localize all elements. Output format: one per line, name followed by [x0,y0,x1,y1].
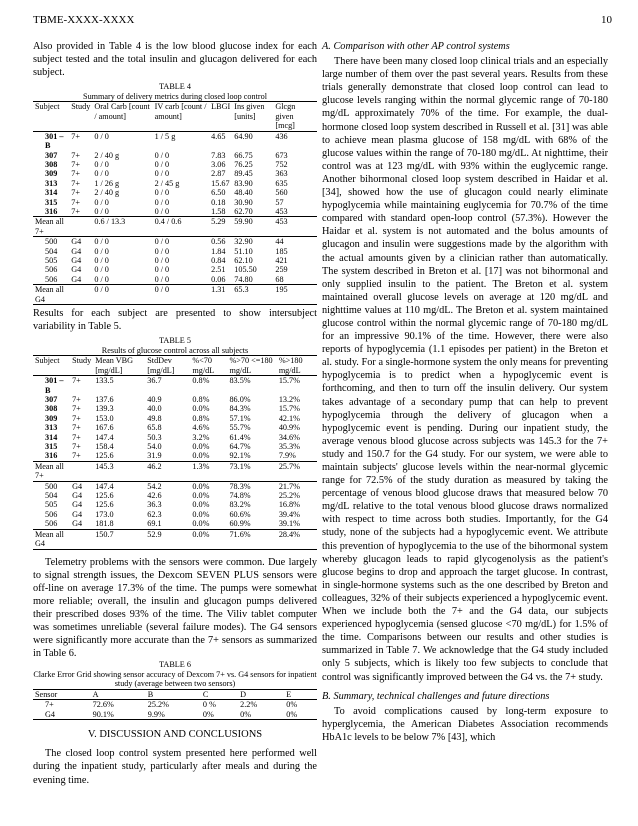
table-cell: 76.25 [234,159,253,169]
table-cell: G4 [33,710,91,720]
table-cell: 1.84 [211,246,226,256]
table-row [33,510,317,519]
table-cell: 7+ [71,178,80,188]
table-cell: 55.7% [229,423,251,433]
table-row [33,442,317,451]
table-cell: 0.4 / 0.6 [153,217,210,237]
table-row [33,247,317,256]
table-row [33,376,317,395]
table-cell: 92.1% [229,451,251,461]
table-cell: 0 / 0 [154,159,170,169]
table-cell: 7+ [71,206,80,216]
table-cell: 421 [275,255,288,265]
table-cell: 147.4 [95,432,114,442]
table-cell: 0.84 [211,255,226,265]
table-cell: G4 [72,491,83,501]
table-cell: 0 / 0 [94,197,109,207]
table-cell [69,285,92,305]
table-cell: 42.1% [278,413,300,423]
table-cell: 125.6 [95,491,114,501]
table-cell: 44 [273,237,317,247]
table-cell: 0% [201,710,238,720]
table-cell: 1 / 5 g [154,131,176,141]
table4-title: Summary of delivery metrics during closed loop control [83,91,267,101]
mean-row [33,285,317,305]
table-cell: 84.3% [229,404,251,414]
table-cell: 0 / 0 [92,285,152,305]
table-cell: G4 [71,246,82,256]
table-cell: Mean all 7+ [33,217,69,237]
table6-label: TABLE 6 [159,660,191,670]
table-cell: 65.8 [147,423,162,433]
table-cell: 309 [45,169,58,179]
table-cell: 25.2% [147,700,169,710]
header-row [33,690,317,700]
table-cell: 54.2 [145,481,190,491]
table-cell: 500 [33,481,70,491]
table-cell: 25.7% [277,461,317,481]
column-header: Ins given [units] [232,102,273,131]
subsection-heading-summary: B. Summary, technical challenges and future directions [322,690,550,702]
table-cell: 7+ [72,413,81,423]
table-row [33,256,317,265]
table-cell: 39.4% [278,509,300,519]
column-header: Oral Carb [count / amount] [92,102,152,131]
column-header: B [146,690,201,700]
table-cell: 57.1% [229,413,251,423]
table-cell: 0 / 0 [154,274,170,284]
mean-row [33,529,317,549]
paragraph-discussion: The closed loop control system presented here performed well during the inpatient study, particularly after meals and during the evening time. [33,748,317,786]
table-cell: 1.3% [190,461,227,481]
table-cell: 16.8% [278,500,300,510]
column-header: LBGI [209,102,232,131]
column-header: Mean VBG [mg/dL] [93,356,145,376]
subsection-heading-comparison: A. Comparison with other AP control systems [322,41,510,52]
table-cell: 89.45 [234,169,253,179]
table-cell: 0.0% [192,491,210,501]
table-cell: 78.3% [227,481,276,491]
table-cell: 83.2% [229,500,251,510]
header-row [33,356,317,376]
table-cell: G4 [71,255,82,265]
table-cell: 0.56 [209,237,232,247]
table-cell: G4 [70,481,93,491]
table-row [33,423,317,432]
table-cell [70,529,93,549]
table-cell: 133.5 [95,376,114,386]
table-cell: 15.67 [211,178,230,188]
table-cell: 158.4 [95,442,114,452]
table-cell: 40.9% [278,423,300,433]
table-row [33,433,317,442]
table-row [33,207,317,217]
table-cell: 0% [286,700,298,710]
table-cell: 34.6% [278,432,300,442]
table-row [33,481,317,491]
table-cell: 42.6 [147,491,162,501]
table-cell: 315 [45,197,58,207]
table-row [33,198,317,207]
table-row [33,700,317,710]
column-header: %<70 mg/dL [190,356,227,376]
table-cell: 7+ [72,376,81,386]
table-cell: 25.2% [278,491,300,501]
table-cell: 72.6% [92,700,114,710]
section-heading-discussion: V. DISCUSSION AND CONCLUSIONS [87,729,263,741]
table-cell: 68 [275,274,284,284]
table-cell: 7+ [71,131,80,141]
table-cell: 73.1% [227,461,276,481]
table-cell: 453 [275,206,288,216]
table-cell: 49.8 [147,413,162,423]
table-cell: 0 / 0 [154,206,170,216]
table-cell: 65.3 [232,285,273,305]
table-cell: 185 [275,246,288,256]
table-cell: 62.10 [234,255,253,265]
table-cell: 0 / 0 [154,150,170,160]
table-row [33,404,317,413]
table-cell: 64.90 [234,131,253,141]
table-cell: 7+ [72,451,81,461]
table-cell: 2.51 [211,265,226,275]
table-cell: 125.6 [95,500,114,510]
table-row [33,131,317,150]
table5-title: Results of glucose control across all subjects [101,345,249,355]
table-cell: 150.7 [93,529,145,549]
table-cell: Mean all G4 [33,529,70,549]
header-row [33,102,317,131]
table-cell: 0.06 [211,274,226,284]
table-cell: 32.90 [232,237,273,247]
table-cell: 139.3 [95,404,114,414]
table-row [33,188,317,197]
table-cell: 0 / 0 [154,255,170,265]
table-cell: 0 / 0 [94,131,109,141]
table-cell: 60.6% [229,509,251,519]
table-cell: 0 / 0 [153,237,210,247]
table4-label: TABLE 4 [159,82,191,92]
table-cell: 259 [275,265,288,275]
table-cell: 3.06 [211,159,226,169]
table-cell: 7.83 [211,150,226,160]
table-cell: 752 [275,159,288,169]
table-cell: 315 [45,442,58,452]
table-cell: 1.58 [211,206,226,216]
left-column [33,40,317,787]
table-cell: 5.29 [209,217,232,237]
table-cell: G4 [72,509,83,519]
table-cell: 4.65 [211,131,226,141]
table-cell: 105.50 [234,265,257,275]
table-cell: 2 / 40 g [94,150,120,160]
table-cell: 39.1% [278,519,300,529]
table-row [33,151,317,160]
table-cell: 0.0% [192,519,210,529]
table-cell: 316 [45,451,58,461]
column-header: Subject [33,356,70,376]
paragraph-comparison: There have been many closed loop clinical trials and an especially large number of them over the past several years. Results from these trials generally demonstrate that closed loop control can lead to glucose levels ranging within the normal glycemic range of 70-180 mg/dL approximately 70% of the time. For example, the dual-hormone closed loop system described in Russell et al. [31] was able to achieve mean plasma glucose of 158 mg/dL with 68% of the glucose values within the range of 70-180 mg/dL. At nighttime, their control was at 123 mg/dL with 93% within the euglycemic range. Another bihormonal closed loop system described in Haidar et al. [34], showed how the use of glucagon could nearly eliminate hypoglycemia while maintaining euglycemia for 70.7% of the time compared with standard open-loop control (57.3%). However the Haidar et al. system is not automated and the bolus amounts of glucagon and insulin were suggestions made by the algorithm with the actual amounts given by a clinician rather than automatically. The system described in Breton et al. [17] was not bihormonal and only supplied insulin to the patient. The Breton et al. system maintained overall glucose levels on average at 120 mg/dL and nighttime values at 110 mg/dL. The Breton et al. system maintained glucose control within the normal glycemic range of 70-180 mg/dL for an impressive 90.1% of the time. However, there were also reports of hypoglycemia (1.1 episodes per patient) in the Breton et al. study. For a single-hormone system the only means for preventing hypoglycemia is to predict when a hypoglycemic event is forthcoming, and then to turn off the insulin delivery. Our system takes advantage of a secondary pump that can help to prevent hypoglycemia through the delivery of glucagon when a hypoglycemic event is pending. During our inpatient study, the average venous blood glucose across subjects was 145.3 for the 7+ study and 150.7 for the G4 study. For our system, we were able to maintain subjects' glucose levels within the near-normal glycemic range for 72.5% of the study duration as measured by taking the percentage of venous blood glucose draws that measured below 70 mg/dL relative to the total venous blood glucose draws normalized with respect to time across both studies. Importantly, for the G4 study, none of the subjects had a hypoglycemic event. We attribute this prevention of hypoglycemia to the use of the bihormonal system whereby glucagon leads to rapid glycogenolysis as the patient's glucose begins to drop and approach the target glucose. In contrast, in single-hormone systems such as the one described by Breton and colleagues, 32% of their subjects experienced a hypoglycemic event. When we include both the 7+ and the G4 data, our subjects experienced hypoglycemia (sensed glucose <70 mg/dL) for 1.5% of the time. Comparisons between our results and other studies is summarized in Table 7. We acknowledge that the G4 study included only 5 subjects, which is likely too few subjects to conclude that control was significantly improved between the G4 vs. the 7+ study. [322,56,608,683]
table-cell: 0 / 0 [94,206,109,216]
table-row [33,414,317,423]
table-cell [70,461,93,481]
table-row [33,395,317,404]
table-cell: 137.6 [95,395,114,404]
table-cell: 0 / 0 [94,246,109,256]
table-cell: 4.6% [192,423,210,433]
mean-row [33,461,317,481]
table-cell: 2 / 45 g [154,178,180,188]
table-cell: 62.3 [147,509,162,519]
table-cell [69,217,92,237]
table-cell: 504 [45,491,58,501]
table-cell: 0% [284,710,317,720]
table-cell: 0.0% [190,481,227,491]
table-cell: 0 / 0 [154,169,170,179]
column-header: %>180 mg/dL [277,356,317,376]
table-cell: 2.87 [211,169,226,179]
table-cell: 313 [45,178,58,188]
table-cell: Mean all G4 [33,285,69,305]
table-cell: 506 [45,265,58,275]
table-cell: G4 [72,500,83,510]
table6-title: Clarke Error Grid showing sensor accuracy of Dexcom 7+ vs. G4 sensors for inpatient study (average between two sensors) [33,669,317,689]
table-cell: 3.2% [192,432,210,442]
table-cell: 35.3% [278,442,300,452]
table-cell: 308 [45,404,58,414]
table-cell: G4 [69,237,92,247]
table-cell: 0 / 0 [154,265,170,275]
table-row [33,491,317,500]
table-cell: 0.0% [192,509,210,519]
table-cell: 0.6 / 13.3 [92,217,152,237]
column-header: Subject [33,102,69,131]
column-header: Glcgn given [mcg] [273,102,317,131]
table-cell: 145.3 [93,461,145,481]
table-cell: 0% [238,710,284,720]
table-cell: 500 [33,237,69,247]
table-cell: 635 [275,178,288,188]
column-header: E [284,690,317,700]
table-cell: 83.5% [229,376,251,386]
paragraph-table5-intro: Results for each subject are presented to show intersubject variability in Table 5. [33,308,317,333]
table-row [33,500,317,509]
table-cell: 48.40 [234,188,253,198]
mean-row [33,217,317,237]
table5 [33,355,317,549]
table-row [33,275,317,285]
table-cell: 506 [45,519,58,529]
table6 [33,689,317,720]
table-cell: 7+ [72,423,81,433]
paragraph-table4-intro: Also provided in Table 4 is the low blood glucose index for each subject tested and the total insulin and glucagon delivered for each subject. [33,41,317,79]
table-cell: 46.2 [145,461,190,481]
table-cell: 40.0 [147,404,162,414]
table-cell: 307 [45,395,58,404]
table-cell: 57 [275,197,284,207]
table-cell: 153.0 [95,413,114,423]
table-cell: 0 / 0 [94,159,109,169]
table-cell: 64.7% [229,442,251,452]
table-cell: G4 [71,274,82,284]
table-cell: 54.0 [147,442,162,452]
table-cell: 61.4% [229,432,251,442]
table-cell: 167.6 [95,423,114,433]
table-cell: 0 / 0 [154,246,170,256]
table-cell: 7+ [72,442,81,452]
table-cell: 125.6 [95,451,114,461]
table-cell: G4 [72,519,83,529]
table-cell: 314 [45,188,58,198]
table-cell: 71.6% [227,529,276,549]
table-cell: 83.90 [234,178,253,188]
table-cell: 6.50 [211,188,226,198]
column-header: Sensor [33,690,91,700]
table-cell: 7+ [72,404,81,414]
table-cell: 7+ [71,150,80,160]
table-cell: 0.8% [192,395,210,404]
table-cell: 74.80 [234,274,253,284]
table-row [33,451,317,461]
page-number: 10 [601,14,612,26]
table-cell: 181.8 [95,519,114,529]
table-cell: 505 [45,255,58,265]
table-cell: 50.3 [147,432,162,442]
table-cell: 36.7 [147,376,162,386]
table-cell: 36.3 [147,500,162,510]
table-cell: 0.8% [192,413,210,423]
column-header: D [238,690,284,700]
table-cell: 314 [45,432,58,442]
table-cell: 52.9 [145,529,190,549]
table-cell: 301 – B [45,376,64,395]
table-cell: Mean all 7+ [33,461,70,481]
table-cell: 7+ [72,395,81,404]
table-cell: 147.4 [93,481,145,491]
table-cell: G4 [71,265,82,275]
table-cell: 316 [45,206,58,216]
table-cell: 673 [275,150,288,160]
paragraph-telemetry: Telemetry problems with the sensors were common. Due largely to signal strength issues, the Dexcom SEVEN PLUS sensors were off-line on average 17.3% of the time. The pumps were somewhat more reliable; overall, the insulin and glucagon pumps delivered their prescribed doses 93% of the time. The Viliv tablet computer was sometimes unreliable (several failure modes). The G4 sensors were significantly more accurate than the 7+ sensors as summarized in Table 6. [33,556,317,660]
table-cell: 308 [45,159,58,169]
table-cell: 66.75 [234,150,253,160]
table-cell: 2.2% [240,700,258,710]
table-cell: 505 [45,500,58,510]
table-cell: 15.7% [278,404,300,414]
table-row [33,265,317,274]
table-cell: 0.18 [211,197,226,207]
table-cell: 313 [45,423,58,433]
table-cell: 74.8% [229,491,251,501]
table-cell: 2 / 40 g [94,188,120,198]
table-cell: 0 / 0 [94,255,109,265]
table-cell: 560 [275,188,288,198]
table-cell: 69.1 [147,519,162,529]
table-cell: 0 / 0 [92,237,152,247]
table-cell: 0 / 0 [154,188,170,198]
table-row [33,160,317,169]
table-cell: 0.0% [192,442,210,452]
table-cell: 9.9% [146,710,201,720]
table-cell: 15.7% [278,376,300,386]
column-header: C [201,690,238,700]
table-cell: 1 / 26 g [94,178,120,188]
column-header: Study [69,102,92,131]
table-row [33,710,317,720]
running-header: TBME-XXXX-XXXX [33,14,135,26]
table-cell: 40.9 [147,395,162,404]
table-cell: 86.0% [229,395,251,404]
table-cell: 51.10 [234,246,253,256]
table-cell: 0 / 0 [154,197,170,207]
table-cell: 307 [45,150,58,160]
table-cell: 436 [275,131,288,141]
column-header: StdDev [mg/dL] [145,356,190,376]
table-cell: 21.7% [277,481,317,491]
table-cell: 59.90 [232,217,273,237]
table4 [33,101,317,305]
table-cell: 0 / 0 [94,274,109,284]
table-cell: 60.9% [229,519,251,529]
table-cell: 301 – B [45,131,64,151]
table-cell: 0 / 0 [94,265,109,275]
table-cell: 7+ [71,159,80,169]
table-cell: 504 [45,246,58,256]
table-cell: 0.0% [192,451,210,461]
table-cell: 173.0 [95,509,114,519]
table-cell: 0.0% [192,500,210,510]
column-header: A [91,690,146,700]
table-cell: 0.0% [190,529,227,549]
table5-label: TABLE 5 [159,336,191,346]
table-cell: 7.9% [278,451,296,461]
table-cell: 31.9 [147,451,162,461]
table-cell: 0 % [202,700,216,710]
table-row [33,519,317,529]
table-cell: 90.1% [91,710,146,720]
table-cell: 0 / 0 [94,169,109,179]
table-cell: 0 / 0 [153,285,210,305]
table-cell: 506 [45,509,58,519]
table-cell: 30.90 [234,197,253,207]
column-header: %>70 <=180 mg/dL [227,356,276,376]
table-cell: 7+ [71,197,80,207]
right-column [322,40,608,744]
table-cell: 28.4% [277,529,317,549]
table-cell: 62.70 [234,206,253,216]
table-cell: 453 [273,217,317,237]
table-cell: 363 [275,169,288,179]
paragraph-summary: To avoid complications caused by long-term exposure to hyperglycemia, the American Diabetes Association recommends HbA1c levels to be below 7% [43], which [322,705,608,743]
table-cell: 7+ [71,169,80,179]
table-cell: 195 [273,285,317,305]
table-row [33,169,317,178]
table-cell: 7+ [72,432,81,442]
table-cell: 7+ [45,700,54,710]
table-cell: 506 [45,274,58,284]
table-cell: 13.2% [278,395,300,404]
table-cell: 309 [45,413,58,423]
table-cell: 7+ [71,188,80,198]
table-row [33,237,317,247]
table-cell: 1.31 [209,285,232,305]
column-header: Study [70,356,93,376]
table-cell: 0.0% [192,404,210,414]
table-row [33,179,317,188]
column-header: IV carb [count / amount] [153,102,210,131]
table-cell: 0.8% [192,376,210,386]
